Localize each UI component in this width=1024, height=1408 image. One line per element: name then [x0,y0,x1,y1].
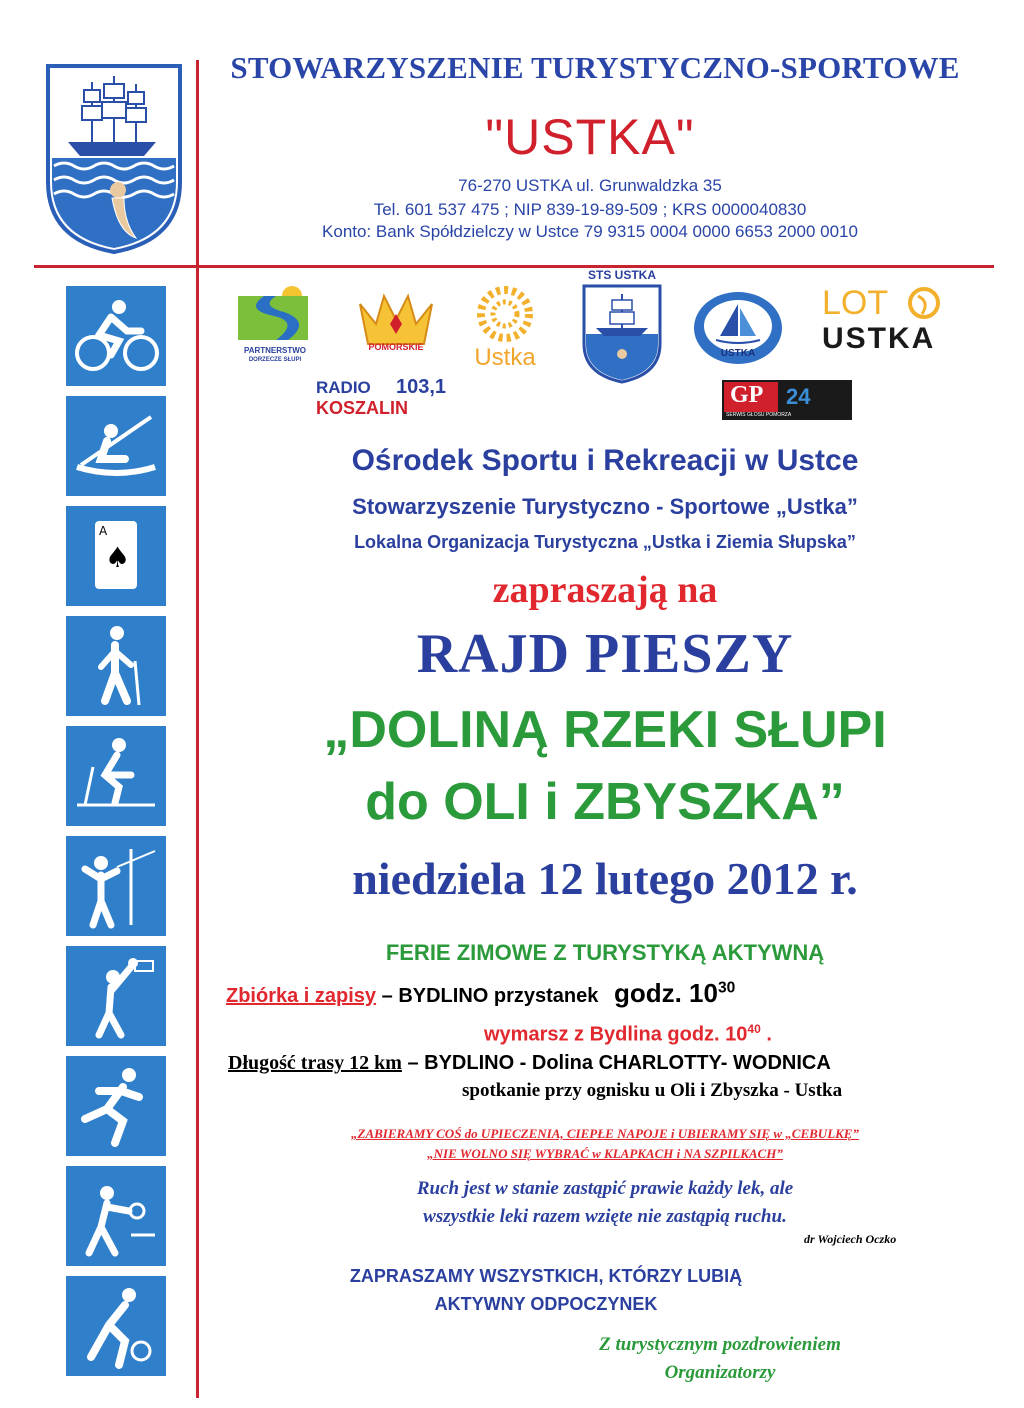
vertical-red-line [196,60,199,1398]
volleyball-icon [71,841,161,931]
sts-crest-icon [580,284,664,384]
cross-country-skiing-icon [71,731,161,821]
mermaid-icon [904,286,944,320]
svg-text:A: A [99,524,108,538]
bowling-icon [71,1281,161,1371]
ustka-city-logo [464,284,546,374]
closing-line2: AKTYWNY ODPOCZYNEK [434,1294,658,1314]
gathering-time [614,978,735,1008]
svg-text:♠: ♠ [105,541,131,574]
route-line [228,1052,831,1075]
invite-text: zapraszają na [492,569,718,611]
radio-koszalin-logo [316,378,466,422]
quote-line1: Ruch jest w stanie zastąpić prawie każdy lek, ale [416,1178,794,1199]
ustka-city-label: Ustka [474,344,536,371]
event-type: RAJD PIESZY [416,623,794,685]
contact-line: Tel. 601 537 475 ; NIP 839-19-89-509 ; KRS 0000040830 [373,200,807,219]
sts-ustka-logo [576,268,668,386]
sail-ustka-logo [690,290,786,366]
event-title-line2: do OLI i ZBYSZKA” [365,773,845,831]
gathering-time-label: godz. 10 [613,978,718,1008]
sport-tile [64,1164,168,1268]
partnerstwo-logo [234,282,316,372]
gathering-time-minutes: 30 [717,979,736,997]
organizer-osir: Ośrodek Sportu i Rekreacji w Ustce [351,444,859,477]
quote-line2: wszystkie leki razem wzięte nie zastąpią ruchu. [423,1206,787,1227]
sail-ustka-label: USTKA [720,348,756,359]
org-name: STOWARZYSZENIE TURYSTYCZNO-SPORTOWE [230,50,960,85]
partnerstwo-line2: DORZECZE SŁUPI [248,357,302,363]
sport-tile [64,944,168,1048]
sport-tile [64,834,168,938]
pomorskie-logo [354,290,438,360]
table-tennis-icon [71,1171,161,1261]
event-date: niedziela 12 lutego 2012 r. [352,853,858,904]
partnerstwo-emblem-icon [234,282,316,344]
gp24-logo [722,380,852,420]
note-shoes: „NIE WOLNO SIĘ WYBRAĆ w KLAPKACH i NA SZPILKACH” [427,1146,783,1161]
meeting-line: spotkanie przy ognisku u Oli i Zbyszka - Ustka [462,1080,843,1101]
gp24-sub: SERWIS GŁOSU POMORZA [726,412,792,418]
horizontal-red-line [34,265,994,268]
event-title-line1: „DOLINĄ RZEKI SŁUPI [323,701,887,759]
sts-ustka-label: STS USTKA [587,268,656,282]
sport-icon-strip [64,284,168,1384]
pomorskie-label: POMORSKIE [368,342,424,352]
gathering-label: Zbiórka i zapisy [226,985,377,1007]
march-time-minutes: 40 [747,1022,761,1036]
lot-ustka-label: USTKA [822,322,936,355]
sport-tile [64,394,168,498]
sport-tile [64,1054,168,1158]
quote-author: dr Wojciech Oczko [804,1232,897,1246]
greeting-line2: Organizatorzy [664,1362,776,1383]
ustka-crest-icon [44,62,184,254]
address-line: 76-270 USTKA ul. Grunwaldzka 35 [458,176,722,195]
route-length: Długość trasy 12 km [228,1052,402,1074]
gathering-dash: – [376,985,399,1007]
gathering-place: BYDLINO przystanek [398,985,599,1007]
kayaking-icon [71,401,161,491]
ustka-sun-icon [464,284,546,346]
radio-koszalin-label: KOSZALIN [316,398,408,418]
ferie-line: FERIE ZIMOWE Z TURYSTYKĄ AKTYWNĄ [385,940,825,965]
sport-tile [64,614,168,718]
march-end: . [760,1023,772,1046]
bank-line: Konto: Bank Spółdzielczy w Ustce 79 9315 0004 0000 6653 2000 0010 [322,222,858,241]
gathering-line [226,978,1006,1009]
basketball-icon [71,951,161,1041]
gp24-number: 24 [786,384,811,409]
march-line [484,1022,772,1047]
card-games-icon [71,511,161,601]
closing-line1: ZAPRASZAMY WSZYSTKICH, KTÓRZY LUBIĄ [349,1266,743,1286]
org-name-quoted: "USTKA" [485,109,695,165]
hiking-icon [71,621,161,711]
cycling-icon [71,291,161,381]
note-bring: „ZABIERAMY COŚ do UPIECZENIA, CIEPŁE NAPOJE i UBIERAMY SIĘ w „CEBULKĘ” [351,1126,859,1141]
organizer-lot: Lokalna Organizacja Turystyczna „Ustka i Ziemia Słupska” [354,532,856,552]
radio-frequency: 103,1 [396,376,447,398]
gp-label: GP [730,382,764,408]
lot-label: LOT [822,284,889,322]
lot-ustka-logo [818,284,952,354]
running-icon [71,1061,161,1151]
sport-tile [64,504,168,608]
route-stops: – BYDLINO - Dolina CHARLOTTY- WODNICA [401,1052,831,1074]
partnerstwo-line1: PARTNERSTWO [243,346,307,355]
organizer-sts: Stowarzyszenie Turystyczno - Sportowe „Ustka” [352,494,858,519]
march-text: wymarsz z Bydlina godz. 10 [484,1023,748,1046]
crown-icon [354,290,438,350]
sport-tile [64,284,168,388]
sport-tile [64,1274,168,1378]
radio-label: RADIO [316,378,371,397]
sport-tile [64,724,168,828]
greeting-line1: Z turystycznym pozdrowieniem [599,1334,841,1355]
